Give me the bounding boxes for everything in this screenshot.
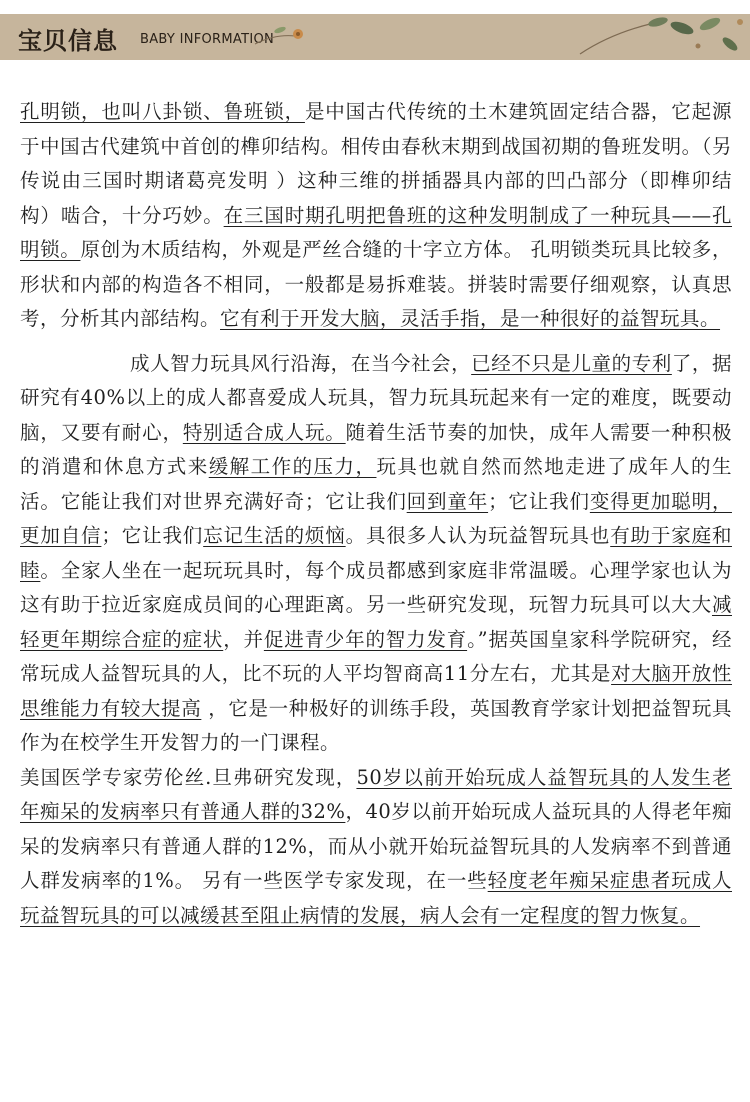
underlined-text-segment: 有助于家庭和睦 <box>20 524 732 582</box>
underlined-text-segment: 它有利于开发大脑，灵活手指，是一种很好的益智玩具。 <box>220 307 721 330</box>
text-segment: 。全家人坐在一起玩玩具时，每个成员都感到家庭非常温暖。心理学家也认为这有助于拉近家庭成员间的心理距离。另一些研究发现，玩智力玩具可以大大 <box>20 558 732 616</box>
underlined-text-segment: 减轻更年期综合症的症状 <box>20 593 732 651</box>
text-segment: ，它是一种极好的训练手段，英国教育学家计划把益智玩具作为在校学生开发智力的一门课程。 <box>20 696 732 754</box>
underlined-text-segment: 促进青少年的智力发育 <box>263 627 468 651</box>
paragraph-medical-research <box>20 761 732 934</box>
underlined-text-segment: 在三国时期孔明把鲁班的这种发明制成了一种玩具——孔明锁。 <box>20 203 732 261</box>
text-segment: 。”据英国皇家科学院研究，经常玩成人益智玩具的人，比不玩的人平均智商高11分左右，尤其是 <box>20 627 732 685</box>
description-body <box>20 95 732 933</box>
underlined-text-segment: 特别适合成人玩。 <box>182 420 346 444</box>
underlined-text-segment: 50岁以前开始玩成人益智玩具的人发生老年痴呆的发病率只有普通人群的32% <box>20 765 732 823</box>
leaf-decoration-icon <box>570 14 750 60</box>
text-segment: 美国医学专家劳伦丝.旦弗研究发现， <box>20 765 357 789</box>
text-segment: ；它让我们 <box>488 489 590 513</box>
underlined-text-segment: 回到童年 <box>406 489 489 513</box>
text-segment: 是中国古代传统的土木建筑固定结合器，它起源于中国古代建筑中首创的榫卯结构。相传由春秋末期到战国初期的鲁班发明。（另传说由三国时期诸葛亮发明 ）这种三维的拼插器具内部的凹凸部分（即榫卯结构）啮合，十分巧妙。 <box>20 100 732 227</box>
section-header <box>0 14 750 60</box>
underlined-text-segment: 对大脑开放性思维能力有较大提高 <box>20 662 732 720</box>
header-title: 宝贝信息 <box>18 27 118 55</box>
paragraph-adult-toys <box>20 347 732 761</box>
text-segment: ；它让我们 <box>101 524 204 547</box>
text-segment: 玩具也就自然而然地走进了成年人的生活。它能让我们对世界充满好奇；它让我们 <box>20 455 732 513</box>
underlined-text-segment: 忘记生活的烦恼 <box>203 524 346 547</box>
text-segment: 随着生活节奏的加快，成年人需要一种积极的消遣和休息方式来 <box>20 420 732 478</box>
paragraph-kongming-lock <box>20 95 732 337</box>
text-segment: 成人智力玩具风行沿海，在当今社会， <box>130 351 472 375</box>
underlined-text-segment: 孔明锁，也叫八卦锁、鲁班锁， <box>20 100 305 123</box>
text-segment: ，40岁以前开始玩成人益玩具的人得老年痴呆的发病率只有普通人群的12%，而从小就开始玩益智玩具的人发病率不到普通人群发病率的1%。 另有一些医学专家发现，在一些 <box>20 800 732 892</box>
underlined-text-segment: 缓解工作的压力， <box>208 455 377 478</box>
text-segment: 了，据研究有40%以上的成人都喜爱成人玩具，智力玩具玩起来有一定的难度，既要动脑，又要有耐心， <box>20 351 732 444</box>
underlined-text-segment: 轻度老年痴呆症患者玩成人玩益智玩具的可以减缓甚至阻止病情的发展，病人会有一定程度的智力恢复。 <box>20 869 732 927</box>
underlined-text-segment: 已经不只是儿童的专利 <box>471 351 672 375</box>
text-segment: 原创为木质结构，外观是严丝合缝的十字立方体。 孔明锁类玩具比较多，形状和内部的构造各不相同，一般都是易拆难装。拼装时需要仔细观察，认真思考，分析其内部结构。 <box>20 238 732 330</box>
text-segment: ，并 <box>223 627 264 651</box>
flower-decoration-icon <box>250 14 310 60</box>
underlined-text-segment: 变得更加聪明，更加自信 <box>20 489 732 547</box>
text-segment: 。具很多人认为玩益智玩具也 <box>345 524 611 547</box>
header-subtitle: BABY INFORMATION <box>140 32 275 47</box>
